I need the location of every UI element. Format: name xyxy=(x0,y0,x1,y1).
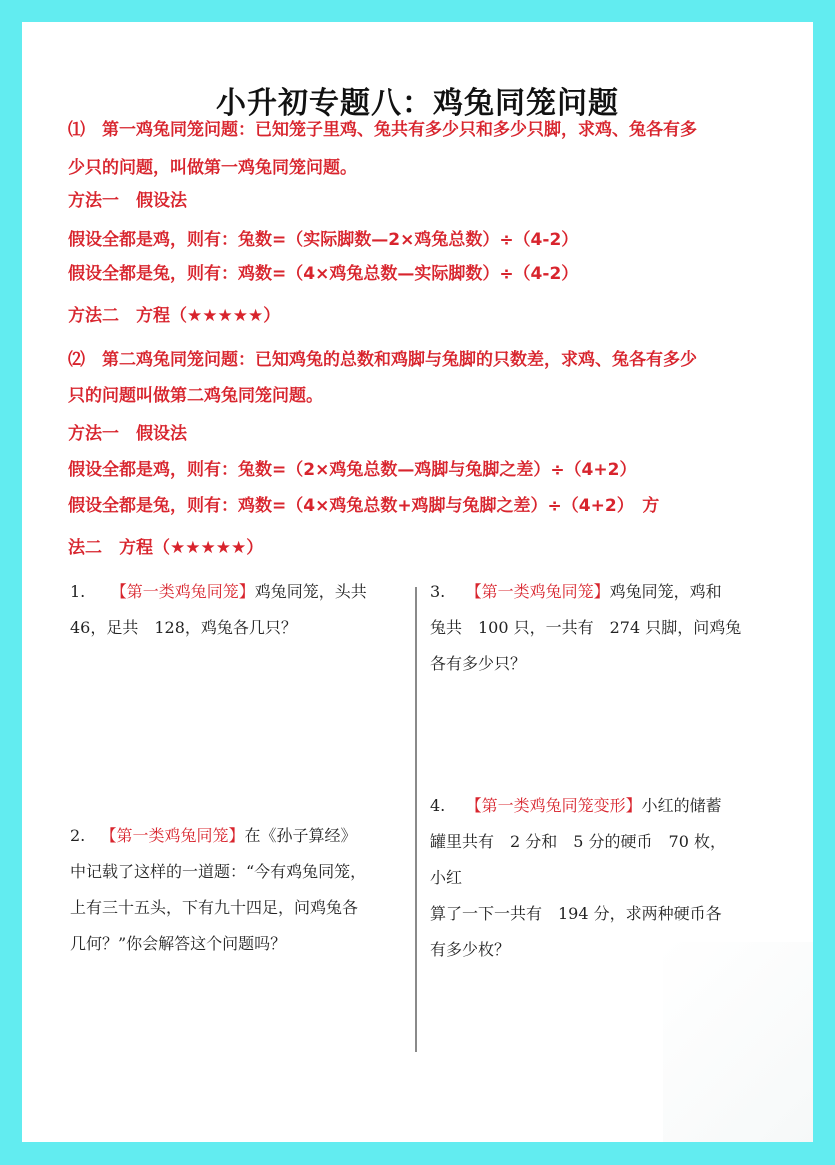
problem-4-line4: 算了一下一共有 194 分，求两种硬币各 xyxy=(430,904,722,923)
problem-1-tag: 【第一类鸡兔同笼】 xyxy=(110,582,255,601)
problem-2 xyxy=(70,818,366,962)
problem-2-tag: 【第一类鸡兔同笼】 xyxy=(100,826,245,845)
page-title: 小升初专题八：鸡兔同笼问题 xyxy=(216,86,619,121)
section1-method1-title: 方法一 假设法 xyxy=(68,191,187,211)
section1-intro-line2: 少只的问题，叫做第一鸡兔同笼问题。 xyxy=(68,158,357,178)
problem-2-line4: 几何？”你会解答这个问题吗？ xyxy=(70,934,287,953)
problem-2-line2: 中记载了这样的一道题：“今有鸡兔同笼， xyxy=(70,862,367,881)
section1-formula1: 假设全都是鸡，则有：兔数=（实际脚数—2×鸡兔总数）÷（4-2） xyxy=(68,230,579,250)
section2-formula2: 假设全都是兔，则有：鸡数=（4×鸡兔总数+鸡脚与兔脚之差）÷（4+2） 方 xyxy=(68,496,660,516)
section1-formula2: 假设全都是兔，则有：鸡数=（4×鸡兔总数—实际脚数）÷（4-2） xyxy=(68,264,579,284)
problem-1-line1: 鸡兔同笼，头共 xyxy=(254,582,367,601)
section2-method2-title: 法二 方程（★★★★★） xyxy=(68,538,264,558)
problem-3-line2: 兔共 100 只，一共有 274 只脚，问鸡兔 xyxy=(430,618,742,637)
problem-4-number: 4. xyxy=(430,796,446,815)
problem-4 xyxy=(430,788,726,968)
section2-formula1: 假设全都是鸡，则有：兔数=（2×鸡兔总数—鸡脚与兔脚之差）÷（4+2） xyxy=(68,460,637,480)
problem-3-line1: 鸡兔同笼，鸡和 xyxy=(609,582,722,601)
corner-fade xyxy=(663,942,813,1142)
problem-3-number: 3. xyxy=(430,582,446,601)
column-divider xyxy=(415,587,417,1052)
problem-3-tag: 【第一类鸡兔同笼】 xyxy=(465,582,610,601)
section2-method1-title: 方法一 假设法 xyxy=(68,424,187,444)
problem-1-number: 1. xyxy=(70,582,86,601)
problem-3-line3: 各有多少只？ xyxy=(430,654,527,673)
problem-4-line3: 小红 xyxy=(430,868,463,887)
problem-2-line1: 在《孙子算经》 xyxy=(244,826,357,845)
problem-1-line2: 46，足共 128，鸡兔各几只？ xyxy=(70,618,297,637)
section2-intro-line2: 只的问题叫做第二鸡兔同笼问题。 xyxy=(68,386,323,406)
problem-4-line5: 有多少枚？ xyxy=(430,940,511,959)
section1-intro-line1: ⑴ 第一鸡兔同笼问题：已知笼子里鸡、兔共有多少只和多少只脚，求鸡、兔各有多 xyxy=(68,120,697,140)
worksheet-page xyxy=(22,22,813,1142)
problem-2-number: 2. xyxy=(70,826,86,845)
section2-intro-line1: ⑵ 第二鸡兔同笼问题：已知鸡兔的总数和鸡脚与兔脚的只数差，求鸡、兔各有多少 xyxy=(68,350,697,370)
problem-4-tag: 【第一类鸡兔同笼变形】 xyxy=(465,796,642,815)
problem-2-line3: 上有三十五头，下有九十四足，问鸡兔各 xyxy=(70,898,359,917)
problem-3 xyxy=(430,574,741,682)
problem-4-line2: 罐里共有 2 分和 5 分的硬币 70 枚， xyxy=(430,832,726,851)
problem-4-line1: 小红的储蓄 xyxy=(641,796,722,815)
section1-method2-title: 方法二 方程（★★★★★） xyxy=(68,306,281,326)
problem-1 xyxy=(70,574,367,646)
